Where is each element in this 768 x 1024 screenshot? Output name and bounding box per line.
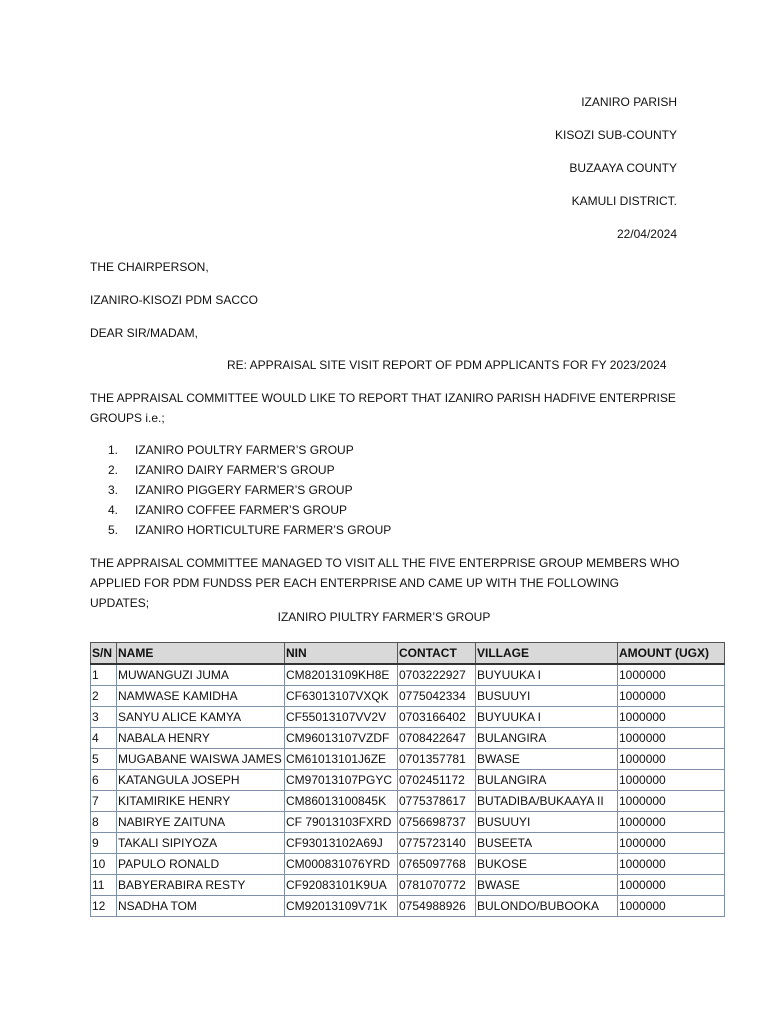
cell-village: BUYUUKA I — [476, 664, 618, 686]
cell-contact: 0781070772 — [398, 875, 476, 896]
cell-name: NABALA HENRY — [117, 728, 285, 749]
list-item — [108, 463, 391, 483]
cell-name: NSADHA TOM — [117, 896, 285, 917]
cell-village: BWASE — [476, 749, 618, 770]
enterprise-group-list — [108, 443, 391, 543]
list-number: 2. — [108, 463, 119, 477]
column-header-name: NAME — [117, 643, 285, 665]
table-row — [91, 664, 725, 686]
list-item — [108, 483, 391, 503]
cell-contact: 0703166402 — [398, 707, 476, 728]
column-header-village: VILLAGE — [476, 643, 618, 665]
cell-sn: 1 — [91, 664, 117, 686]
cell-nin: CF 79013103FXRD — [285, 812, 398, 833]
address-county: BUZAAYA COUNTY — [569, 161, 677, 175]
applicants-table — [90, 642, 725, 917]
cell-amount: 1000000 — [618, 770, 725, 791]
intro-paragraph: THE APPRAISAL COMMITTEE WOULD LIKE TO REPORT THAT IZANIRO PARISH HADFIVE ENTERPRISE GROUPS i.e.; — [90, 391, 676, 425]
cell-contact: 0775723140 — [398, 833, 476, 854]
address-subcounty: KISOZI SUB-COUNTY — [554, 128, 677, 142]
table-title: IZANIRO PIULTRY FARMER’S GROUP — [277, 610, 491, 624]
table-header-row — [91, 643, 725, 665]
cell-nin: CM96013107VZDF — [285, 728, 398, 749]
cell-name: NABIRYE ZAITUNA — [117, 812, 285, 833]
cell-nin: CM97013107PGYC — [285, 770, 398, 791]
cell-contact: 0702451172 — [398, 770, 476, 791]
list-text: IZANIRO COFFEE FARMER’S GROUP — [135, 503, 348, 517]
cell-sn: 7 — [91, 791, 117, 812]
cell-amount: 1000000 — [618, 749, 725, 770]
cell-nin: CF93013102A69J — [285, 833, 398, 854]
cell-village: BWASE — [476, 875, 618, 896]
cell-amount: 1000000 — [618, 686, 725, 707]
cell-nin: CM000831076YRD — [285, 854, 398, 875]
cell-village: BUTADIBA/BUKAAYA II — [476, 791, 618, 812]
list-number: 5. — [108, 523, 119, 537]
cell-village: BUYUUKA I — [476, 707, 618, 728]
table-row — [91, 686, 725, 707]
cell-amount: 1000000 — [618, 833, 725, 854]
cell-sn: 8 — [91, 812, 117, 833]
cell-name: MUGABANE WAISWA JAMES — [117, 749, 285, 770]
cell-village: BUSUUYI — [476, 812, 618, 833]
cell-nin: CF92083101K9UA — [285, 875, 398, 896]
cell-contact: 0701357781 — [398, 749, 476, 770]
cell-name: KATANGULA JOSEPH — [117, 770, 285, 791]
cell-sn: 10 — [91, 854, 117, 875]
cell-sn: 2 — [91, 686, 117, 707]
cell-amount: 1000000 — [618, 854, 725, 875]
cell-nin: CF55013107VV2V — [285, 707, 398, 728]
list-number: 4. — [108, 503, 119, 517]
cell-sn: 11 — [91, 875, 117, 896]
column-header-nin: NIN — [285, 643, 398, 665]
list-number: 1. — [108, 443, 119, 457]
recipient-title: THE CHAIRPERSON, — [90, 260, 209, 274]
table-row — [91, 896, 725, 917]
recipient-organisation: IZANIRO-KISOZI PDM SACCO — [90, 293, 259, 307]
list-text: IZANIRO POULTRY FARMER’S GROUP — [135, 443, 354, 457]
cell-sn: 9 — [91, 833, 117, 854]
cell-sn: 6 — [91, 770, 117, 791]
table-row — [91, 833, 725, 854]
cell-nin: CM92013109V71K — [285, 896, 398, 917]
cell-contact: 0754988926 — [398, 896, 476, 917]
cell-village: BULONDO/BUBOOKA — [476, 896, 618, 917]
cell-name: PAPULO RONALD — [117, 854, 285, 875]
cell-name: NAMWASE KAMIDHA — [117, 686, 285, 707]
cell-contact: 0775042334 — [398, 686, 476, 707]
cell-contact: 0775378617 — [398, 791, 476, 812]
list-item — [108, 503, 391, 523]
list-item — [108, 523, 391, 543]
address-district: KAMULI DISTRICT. — [571, 194, 677, 208]
subject-line: RE: APPRAISAL SITE VISIT REPORT OF PDM APPLICANTS FOR FY 2023/2024 — [227, 358, 667, 372]
list-number: 3. — [108, 483, 119, 497]
cell-village: BULANGIRA — [476, 728, 618, 749]
column-header-amount: AMOUNT (UGX) — [618, 643, 725, 665]
cell-name: KITAMIRIKE HENRY — [117, 791, 285, 812]
cell-amount: 1000000 — [618, 664, 725, 686]
cell-village: BUKOSE — [476, 854, 618, 875]
cell-sn: 4 — [91, 728, 117, 749]
cell-name: SANYU ALICE KAMYA — [117, 707, 285, 728]
cell-village: BUSUUYI — [476, 686, 618, 707]
table-row — [91, 812, 725, 833]
address-parish: IZANIRO PARISH — [581, 95, 677, 109]
cell-amount: 1000000 — [618, 791, 725, 812]
cell-name: BABYERABIRA RESTY — [117, 875, 285, 896]
cell-nin: CM82013109KH8E — [285, 664, 398, 686]
cell-amount: 1000000 — [618, 875, 725, 896]
cell-amount: 1000000 — [618, 707, 725, 728]
cell-sn: 12 — [91, 896, 117, 917]
cell-name: MUWANGUZI JUMA — [117, 664, 285, 686]
cell-name: TAKALI SIPIYOZA — [117, 833, 285, 854]
cell-village: BULANGIRA — [476, 770, 618, 791]
cell-contact: 0703222927 — [398, 664, 476, 686]
table-row — [91, 854, 725, 875]
table-row — [91, 875, 725, 896]
table-row — [91, 770, 725, 791]
list-item — [108, 443, 391, 463]
table-row — [91, 791, 725, 812]
cell-amount: 1000000 — [618, 896, 725, 917]
cell-contact: 0756698737 — [398, 812, 476, 833]
cell-village: BUSEETA — [476, 833, 618, 854]
cell-contact: 0765097768 — [398, 854, 476, 875]
cell-amount: 1000000 — [618, 812, 725, 833]
table-row — [91, 707, 725, 728]
cell-sn: 3 — [91, 707, 117, 728]
column-header-sn: S/N — [91, 643, 117, 665]
cell-nin: CM61013101J6ZE — [285, 749, 398, 770]
table-row — [91, 749, 725, 770]
salutation: DEAR SIR/MADAM, — [90, 326, 199, 340]
cell-nin: CF63013107VXQK — [285, 686, 398, 707]
list-text: IZANIRO HORTICULTURE FARMER’S GROUP — [135, 523, 392, 537]
cell-nin: CM86013100845K — [285, 791, 398, 812]
table-row — [91, 728, 725, 749]
column-header-contact: CONTACT — [398, 643, 476, 665]
list-text: IZANIRO DAIRY FARMER’S GROUP — [135, 463, 335, 477]
cell-sn: 5 — [91, 749, 117, 770]
list-text: IZANIRO PIGGERY FARMER’S GROUP — [135, 483, 353, 497]
cell-contact: 0708422647 — [398, 728, 476, 749]
body-paragraph: THE APPRAISAL COMMITTEE MANAGED TO VISIT ALL THE FIVE ENTERPRISE GROUP MEMBERS WHO APPLIED FOR PDM FUNDSS PER EACH ENTERPRISE AND CAME UP WITH THE FOLLOWING UPDATES; — [90, 556, 680, 610]
cell-amount: 1000000 — [618, 728, 725, 749]
letter-date: 22/04/2024 — [616, 227, 677, 241]
